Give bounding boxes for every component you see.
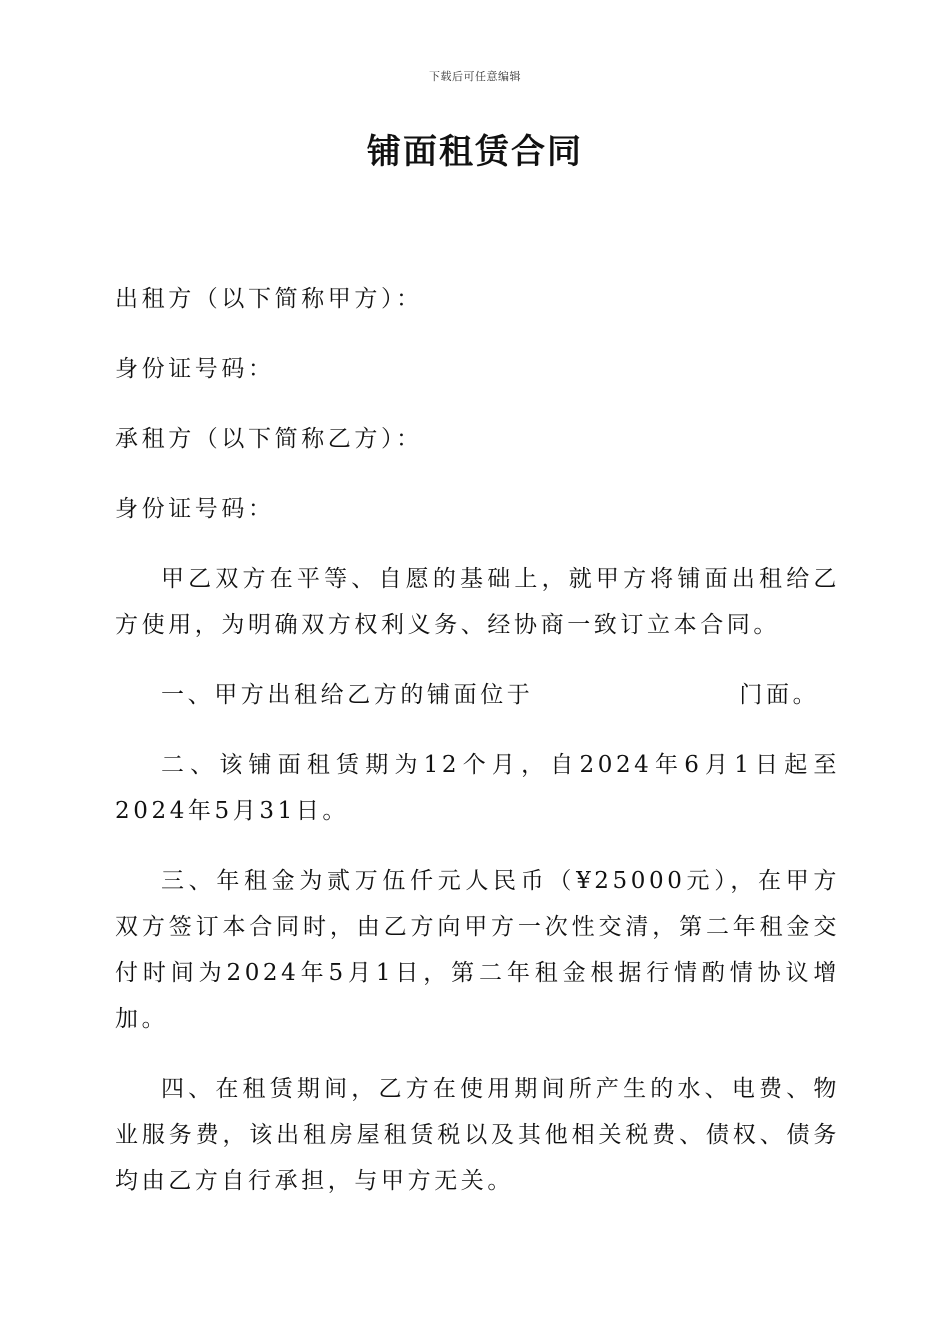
clause-4-paragraph: 四、在租赁期间，乙方在使用期间所产生的水、电费、物业服务费，该出租房屋租赁税以及其他相关税费、债权、债务均由乙方自行承担，与甲方无关。 xyxy=(115,1076,840,1194)
intro-paragraph: 甲乙双方在平等、自愿的基础上，就甲方将铺面出租给乙方使用，为明确双方权利义务、经协商一致订立本合同。 xyxy=(115,566,840,638)
clause-3-paragraph: 三、年租金为贰万伍仟元人民币（¥25000元），在甲方双方签订本合同时，由乙方向甲方一次性交清，第二年租金交付时间为2024年5月1日，第二年租金根据行情酌情协议增加。 xyxy=(115,868,840,1032)
clause-1-suffix: 门面。 xyxy=(739,682,820,708)
lessor-id-label: 身份证号码： xyxy=(115,356,275,382)
clause-1-paragraph xyxy=(115,672,840,718)
contract-body xyxy=(115,276,840,1228)
lessee-id-label: 身份证号码： xyxy=(115,496,275,522)
document-title: 铺面租赁合同 xyxy=(367,132,583,172)
header-note: 下载后可任意编辑 xyxy=(429,70,521,83)
clause-1-text: 一、甲方出租给乙方的铺面位于 xyxy=(161,682,534,708)
lessee-label: 承租方（以下简称乙方）： xyxy=(115,426,423,452)
lessor-label: 出租方（以下简称甲方）： xyxy=(115,286,423,312)
clause-2-paragraph: 二、该铺面租赁期为12个月，自2024年6月1日起至2024年5月31日。 xyxy=(115,752,840,824)
